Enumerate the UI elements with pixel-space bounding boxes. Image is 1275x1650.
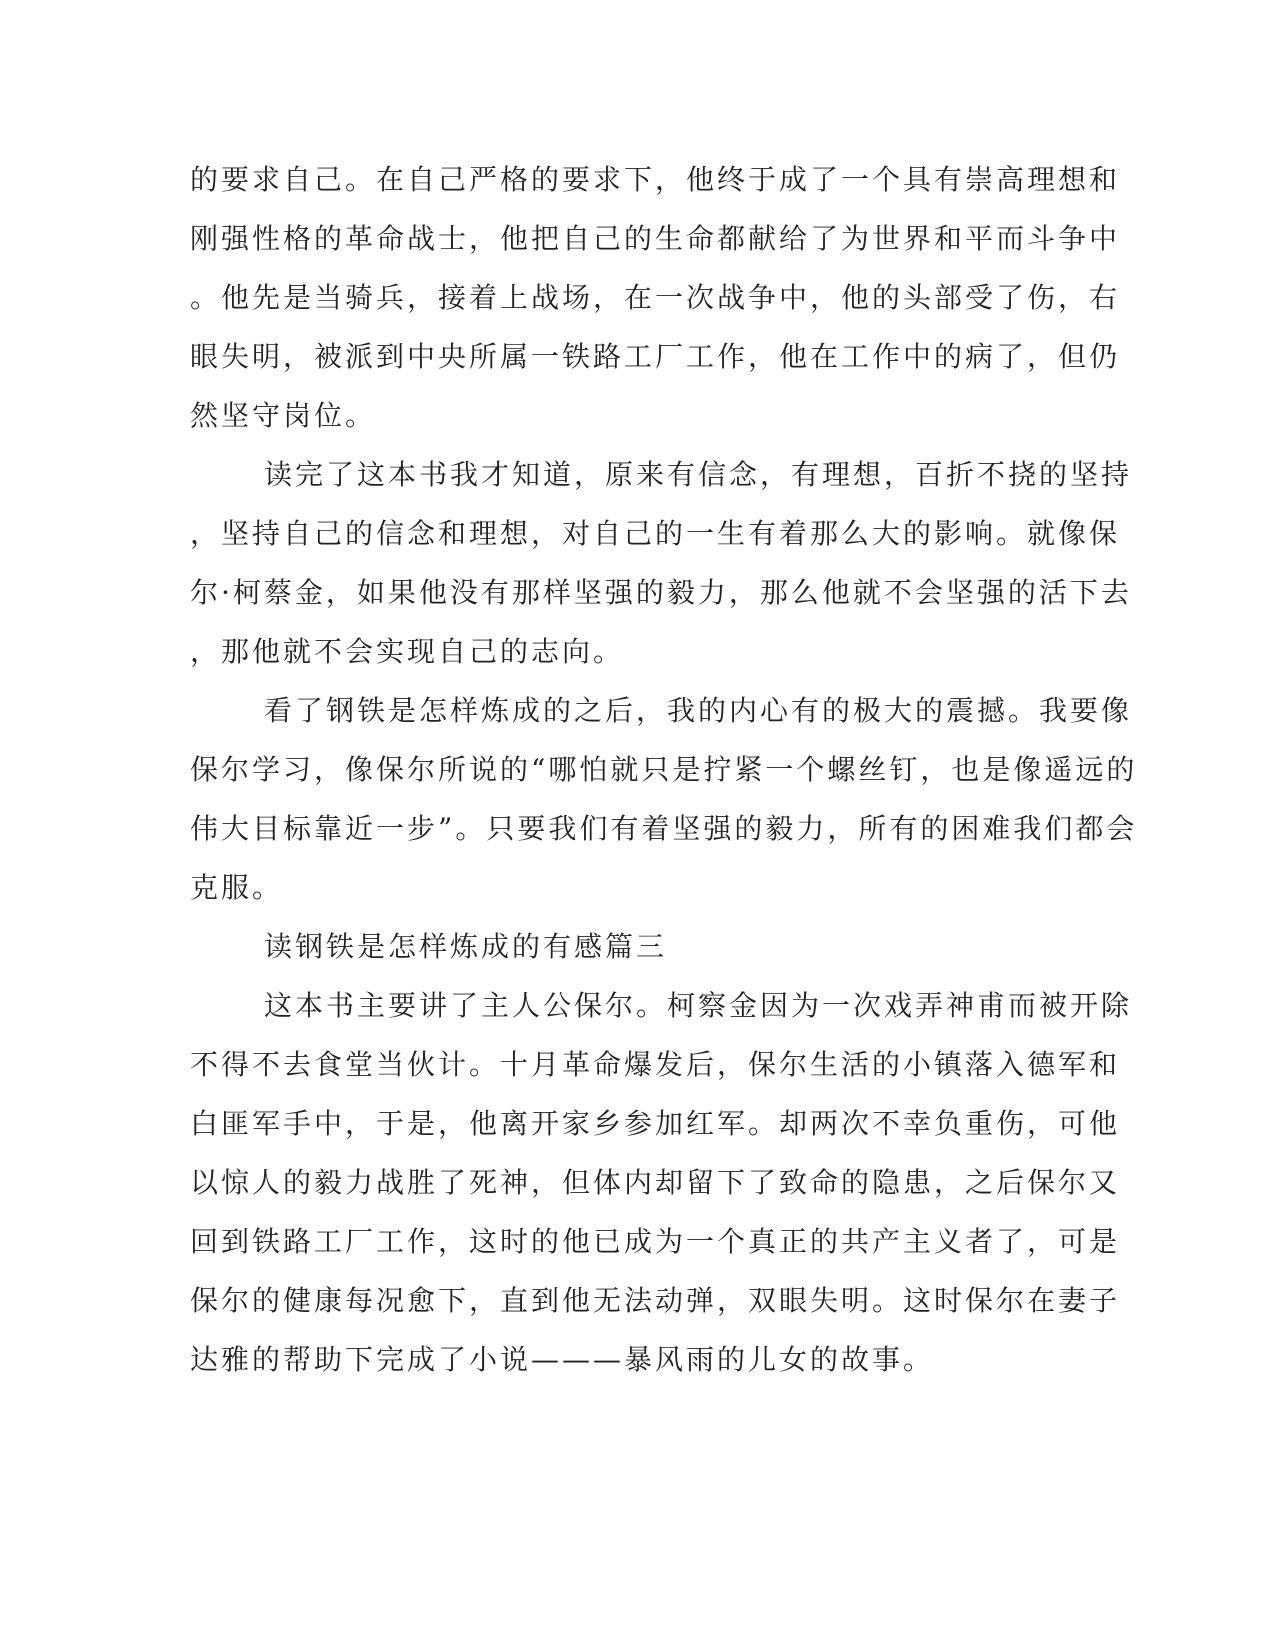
text-line: 伟大目标靠近一步”。只要我们有着坚强的毅力，所有的困难我们都会 [190,812,1138,845]
text-line: 克服。 [190,871,284,904]
text-line: 达雅的帮助下完成了小说———暴风雨的儿女的故事。 [190,1343,935,1376]
text-line: 不得不去食堂当伙计。十月革命爆发后，保尔生活的小镇落入德军和 [190,1048,1121,1081]
text-line: 的要求自己。在自己严格的要求下，他终于成了一个具有崇高理想和 [190,163,1121,196]
text-line: 然坚守岗位。 [190,399,377,432]
text-line: 读完了这本书我才知道，原来有信念，有理想，百折不挠的坚持 [264,458,1133,491]
text-line: 刚强性格的革命战士，他把自己的生命都献给了为世界和平而斗争中 [190,222,1121,255]
text-line: 回到铁路工厂工作，这时的他已成为一个真正的共产主义者了，可是 [190,1225,1121,1258]
text-line: 眼失明，被派到中央所属一铁路工厂工作，他在工作中的病了，但仍 [190,340,1121,373]
text-line: 保尔学习，像保尔所说的“哪怕就只是拧紧一个螺丝钉，也是像遥远的 [190,753,1138,786]
text-line: 。他先是当骑兵，接着上战场，在一次战争中，他的头部受了伤，右 [190,281,1121,314]
text-line: ，坚持自己的信念和理想，对自己的一生有着那么大的影响。就像保 [190,517,1121,550]
section-heading: 读钢铁是怎样炼成的有感篇三 [264,930,668,963]
text-line: 以惊人的毅力战胜了死神，但体内却留下了致命的隐患，之后保尔又 [190,1166,1121,1199]
text-line: ，那他就不会实现自己的志向。 [190,635,625,668]
text-line: 保尔的健康每况愈下，直到他无法动弹，双眼失明。这时保尔在妻子 [190,1284,1121,1317]
text-line: 尔·柯蔡金，如果他没有那样坚强的毅力，那么他就不会坚强的活下去 [190,576,1132,609]
text-line: 看了钢铁是怎样炼成的之后，我的内心有的极大的震撼。我要像 [264,694,1133,727]
text-line: 白匪军手中，于是，他离开家乡参加红军。却两次不幸负重伤，可他 [190,1107,1121,1140]
text-line: 这本书主要讲了主人公保尔。柯察金因为一次戏弄神甫而被开除 [264,989,1133,1022]
